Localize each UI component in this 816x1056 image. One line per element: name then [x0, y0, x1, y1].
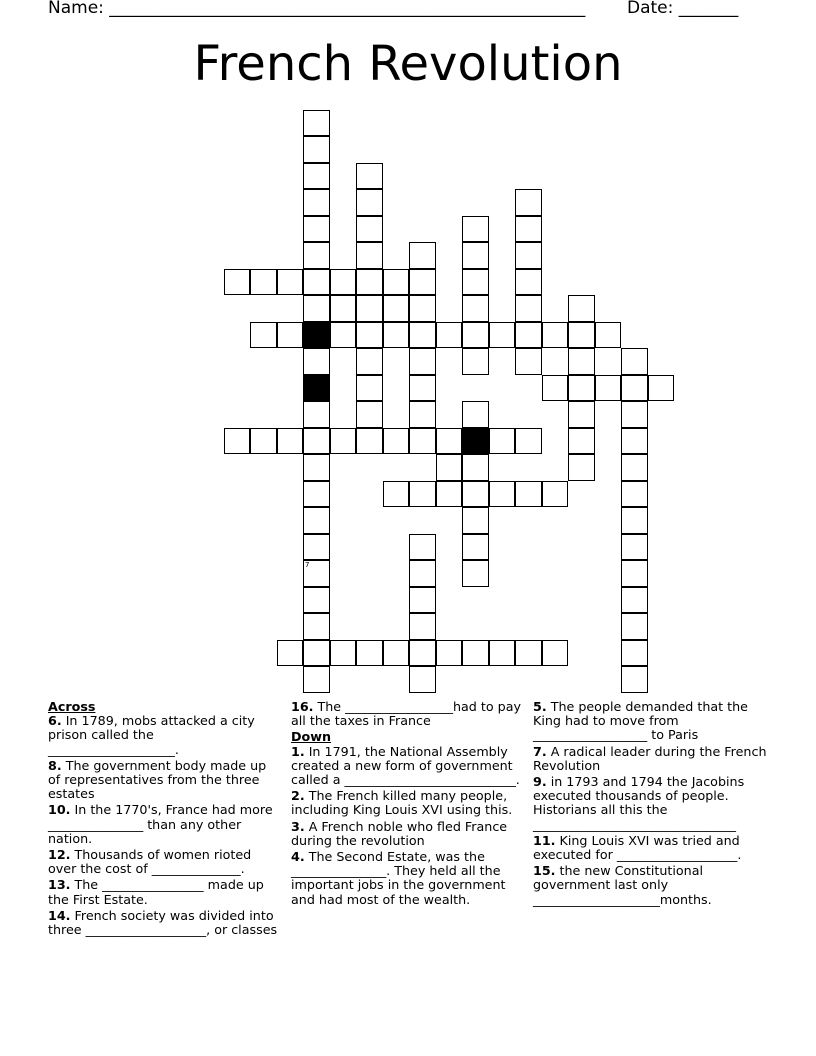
clue [291, 700, 523, 728]
grid-cell[interactable] [621, 640, 648, 667]
grid-cell[interactable] [330, 269, 357, 296]
grid-cell[interactable] [409, 534, 436, 561]
grid-cell[interactable] [515, 295, 542, 322]
clue-text: A radical leader during the French Revolution [533, 743, 767, 773]
clue-text: In the 1770's, France had more _______________ than any other nation. [48, 802, 273, 846]
grid-cell[interactable] [436, 481, 463, 508]
grid-cell[interactable] [409, 348, 436, 375]
grid-cell[interactable] [568, 295, 595, 322]
clue-number-label: 7. [533, 743, 547, 759]
grid-cell[interactable] [356, 242, 383, 269]
grid-cell[interactable] [250, 269, 277, 296]
grid-cell[interactable] [303, 269, 330, 296]
grid-cell[interactable] [489, 481, 516, 508]
grid-cell[interactable] [515, 189, 542, 216]
grid-cell[interactable] [383, 428, 410, 455]
grid-cell[interactable] [409, 295, 436, 322]
grid-cell[interactable] [621, 428, 648, 455]
clue [48, 759, 280, 802]
grid-cell[interactable] [277, 322, 304, 349]
clue [48, 878, 280, 906]
grid-cell[interactable] [409, 666, 436, 693]
grid-cell[interactable] [224, 428, 251, 455]
clue-number-label: 2. [291, 788, 305, 804]
grid-cell[interactable] [462, 242, 489, 269]
grid-cell[interactable] [462, 454, 489, 481]
clue-text: the new Constitutional government last only ____________________months. [533, 863, 712, 907]
clue-text: French society was divided into three ___________________, or classes [48, 907, 278, 938]
grid-cell[interactable] [462, 534, 489, 561]
clue-number-label: 10. [48, 802, 71, 818]
grid-cell[interactable] [568, 401, 595, 428]
grid-cell[interactable] [462, 507, 489, 534]
grid-cell[interactable] [436, 454, 463, 481]
grid-cell[interactable] [303, 216, 330, 243]
grid-cell[interactable] [303, 136, 330, 163]
clues-column-2 [291, 700, 523, 909]
page-title: French Revolution [193, 36, 623, 92]
clue [533, 864, 773, 907]
grid-cell[interactable] [409, 322, 436, 349]
grid-cell[interactable] [409, 560, 436, 587]
name-field[interactable]: Name: ________________________________________________________ [48, 0, 586, 18]
grid-cell[interactable] [462, 640, 489, 667]
clue-number-label: 4. [291, 849, 305, 865]
grid-cell[interactable] [462, 560, 489, 587]
grid-cell[interactable] [515, 428, 542, 455]
clue-number: 7 [305, 561, 310, 569]
grid-cell[interactable] [409, 269, 436, 296]
down-heading: Down [291, 729, 332, 745]
grid-cell[interactable] [621, 534, 648, 561]
grid-cell[interactable] [330, 428, 357, 455]
grid-cell[interactable] [409, 587, 436, 614]
grid-cell[interactable] [383, 269, 410, 296]
grid-cell[interactable] [303, 481, 330, 508]
clue [48, 714, 280, 757]
clue-text: In 1791, the National Assembly created a new form of government called a ___________________________. [291, 743, 520, 788]
clue-text: The government body made up of representatives from the three estates [48, 757, 267, 802]
grid-cell[interactable] [356, 375, 383, 402]
grid-cell[interactable] [409, 242, 436, 269]
grid-cell[interactable] [648, 375, 675, 402]
clue-text: A French noble who fled France during the revolution [291, 818, 508, 848]
clue-number-label: 3. [291, 818, 305, 834]
grid-cell[interactable] [462, 401, 489, 428]
clue-text: The Second Estate, was the _______________. They held all the important jobs in the government and had most of the wealth. [291, 849, 506, 907]
grid-cell[interactable] [568, 348, 595, 375]
grid-cell[interactable] [330, 295, 357, 322]
grid-cell[interactable] [621, 454, 648, 481]
grid-cell[interactable] [621, 375, 648, 402]
grid-cell[interactable] [568, 375, 595, 402]
grid-cell[interactable] [409, 640, 436, 667]
grid-cell[interactable] [515, 242, 542, 269]
clues-column-3 [533, 700, 773, 909]
grid-cell[interactable] [542, 640, 569, 667]
grid-cell[interactable] [542, 322, 569, 349]
grid-cell[interactable] [489, 640, 516, 667]
grid-cell[interactable] [356, 269, 383, 296]
grid-cell[interactable] [250, 428, 277, 455]
grid-cell[interactable] [250, 322, 277, 349]
grid-cell[interactable] [462, 481, 489, 508]
grid-cell[interactable] [409, 481, 436, 508]
grid-cell[interactable] [621, 348, 648, 375]
grid-cell[interactable] [621, 560, 648, 587]
grid-cell[interactable] [621, 481, 648, 508]
grid-cell[interactable] [356, 640, 383, 667]
grid-cell[interactable] [303, 163, 330, 190]
clue-text: In 1789, mobs attacked a city prison called the ____________________. [48, 713, 255, 757]
grid-cell[interactable] [303, 401, 330, 428]
grid-cell[interactable] [303, 666, 330, 693]
grid-cell[interactable] [383, 481, 410, 508]
grid-cell[interactable] [515, 348, 542, 375]
grid-cell[interactable] [515, 269, 542, 296]
clue-text: The ________________ made up the First Estate. [48, 877, 264, 907]
grid-cell[interactable] [356, 163, 383, 190]
clue-number-label: 16. [291, 699, 314, 714]
grid-cell[interactable] [303, 560, 330, 587]
grid-cell[interactable] [303, 507, 330, 534]
grid-cell[interactable] [356, 428, 383, 455]
grid-cell[interactable] [568, 428, 595, 455]
grid-cell[interactable] [436, 322, 463, 349]
clue-number-label: 9. [533, 774, 547, 790]
clue [533, 834, 773, 862]
clue-text: Thousands of women rioted over the cost of ______________. [48, 847, 252, 877]
clue-text: The French killed many people, including King Louis XVI using this. [291, 788, 513, 818]
grid-cell[interactable] [303, 295, 330, 322]
grid-cell[interactable] [303, 534, 330, 561]
grid-cell[interactable] [436, 428, 463, 455]
grid-cell[interactable] [568, 454, 595, 481]
grid-block [462, 428, 489, 455]
grid-cell[interactable] [356, 322, 383, 349]
grid-cell[interactable] [621, 613, 648, 640]
grid-cell[interactable] [409, 401, 436, 428]
grid-cell[interactable] [303, 640, 330, 667]
clue [291, 789, 523, 817]
clue [48, 803, 280, 846]
grid-cell[interactable] [303, 428, 330, 455]
grid-cell[interactable] [489, 428, 516, 455]
grid-cell[interactable] [462, 322, 489, 349]
clue-text: King Louis XVI was tried and executed for ___________________. [533, 832, 742, 863]
grid-cell[interactable] [621, 666, 648, 693]
grid-cell[interactable] [356, 295, 383, 322]
grid-cell[interactable] [303, 613, 330, 640]
grid-cell[interactable] [356, 189, 383, 216]
clue-number-label: 15. [533, 863, 556, 879]
clue-number-label: 11. [533, 832, 556, 848]
clue-text: in 1793 and 1794 the Jacobins executed thousands of people. Historians all this the ________________________________ [533, 774, 745, 832]
grid-cell[interactable] [303, 348, 330, 375]
grid-block [303, 375, 330, 402]
grid-cell[interactable] [462, 269, 489, 296]
grid-cell[interactable] [356, 216, 383, 243]
grid-cell[interactable] [515, 640, 542, 667]
grid-cell[interactable] [462, 348, 489, 375]
clue-text: The _________________had to pay all the taxes in France [291, 699, 522, 729]
grid-block [303, 322, 330, 349]
grid-cell[interactable] [515, 322, 542, 349]
grid-cell[interactable] [330, 640, 357, 667]
grid-cell[interactable] [515, 481, 542, 508]
grid-cell[interactable] [568, 322, 595, 349]
clue [48, 848, 280, 876]
clue-number-label: 1. [291, 743, 305, 759]
grid-cell[interactable] [409, 613, 436, 640]
grid-cell[interactable] [277, 269, 304, 296]
grid-cell[interactable] [595, 375, 622, 402]
grid-cell[interactable] [303, 242, 330, 269]
grid-cell[interactable] [356, 348, 383, 375]
across-heading: Across [48, 699, 96, 714]
grid-cell[interactable] [621, 401, 648, 428]
clue [291, 850, 523, 907]
grid-cell[interactable] [277, 640, 304, 667]
grid-cell[interactable] [542, 481, 569, 508]
clue [533, 745, 773, 773]
grid-cell[interactable] [330, 322, 357, 349]
clue [48, 909, 280, 937]
clue-text: The people demanded that the King had to move from __________________ to Paris [533, 699, 748, 743]
clue-number-label: 8. [48, 757, 62, 773]
clue-number-label: 5. [533, 699, 547, 714]
clue [533, 775, 773, 832]
grid-cell[interactable] [489, 322, 516, 349]
grid-cell[interactable] [224, 269, 251, 296]
grid-cell[interactable] [303, 189, 330, 216]
grid-cell[interactable] [515, 216, 542, 243]
grid-cell[interactable] [303, 454, 330, 481]
grid-cell[interactable] [462, 295, 489, 322]
grid-cell[interactable] [621, 507, 648, 534]
clue-number-label: 14. [48, 907, 71, 923]
grid-cell[interactable] [303, 587, 330, 614]
grid-cell[interactable] [356, 401, 383, 428]
grid-cell[interactable] [542, 375, 569, 402]
grid-cell[interactable] [303, 110, 330, 137]
clue [291, 820, 523, 848]
clue-number-label: 6. [48, 713, 62, 729]
clue-number-label: 12. [48, 847, 71, 863]
clue-number-label: 13. [48, 877, 71, 893]
clue [533, 700, 773, 743]
clues-column-1 [48, 700, 280, 939]
grid-cell[interactable] [595, 322, 622, 349]
grid-cell[interactable] [409, 428, 436, 455]
grid-cell[interactable] [383, 640, 410, 667]
clue [291, 745, 523, 788]
grid-cell[interactable] [383, 322, 410, 349]
grid-cell[interactable] [462, 216, 489, 243]
grid-cell[interactable] [436, 640, 463, 667]
grid-cell[interactable] [621, 587, 648, 614]
grid-cell[interactable] [409, 375, 436, 402]
grid-cell[interactable] [383, 295, 410, 322]
date-field[interactable]: Date: _______ [627, 0, 739, 18]
grid-cell[interactable] [277, 428, 304, 455]
